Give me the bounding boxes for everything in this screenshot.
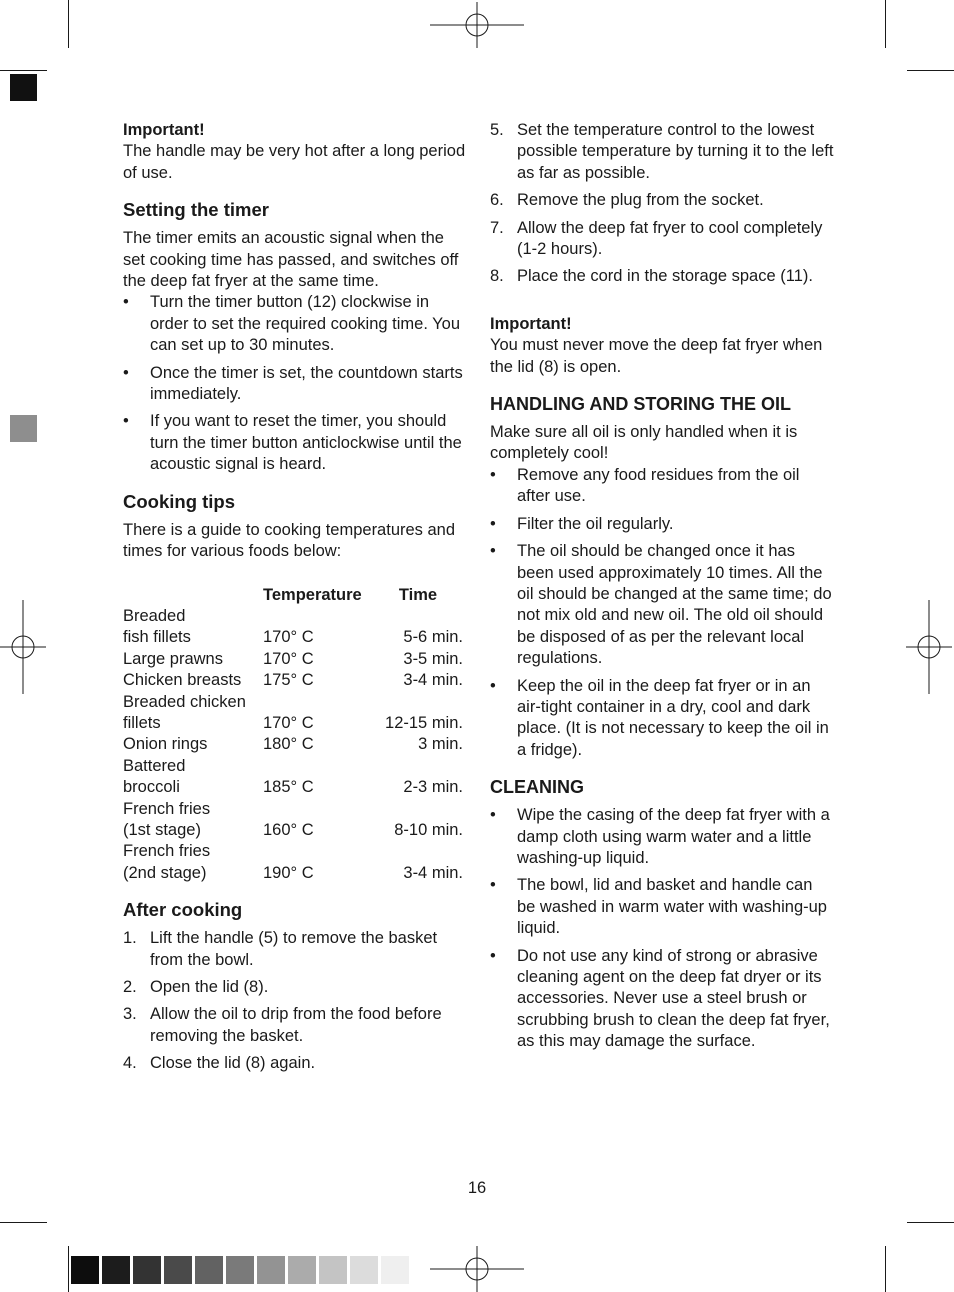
temperature-cell	[263, 841, 373, 862]
food-cell: fillets	[123, 713, 161, 732]
color-swatch	[102, 1256, 130, 1284]
food-cell: Battered	[123, 756, 186, 775]
bullet-icon: •	[123, 293, 129, 312]
list-item-text: The bowl, lid and basket and handle can be washed in warm water with washing-up liquid.	[517, 876, 827, 938]
step-text: Set the temperature control to the lowest possible temperature by turning it to the left as far as possible.	[517, 121, 834, 182]
important-text: The handle may be very hot after a long period of use.	[123, 142, 466, 182]
table-row	[123, 649, 463, 670]
color-swatch	[288, 1256, 316, 1284]
section-tab-marker	[10, 415, 37, 442]
table-row	[123, 692, 463, 713]
table-row	[123, 627, 463, 648]
section-heading-cleaning: CLEANING	[490, 777, 584, 798]
list-item-text: Remove any food residues from the oil after use.	[517, 465, 800, 506]
step-number: 2.	[123, 978, 137, 996]
crop-mark	[0, 70, 47, 71]
time-cell	[373, 799, 463, 820]
food-cell: French fries	[123, 799, 211, 818]
section-heading-oil: HANDLING AND STORING THE OIL	[490, 394, 791, 415]
table-header-temperature: Temperature	[263, 585, 362, 604]
bullet-icon: •	[490, 876, 496, 895]
list-item	[490, 266, 835, 287]
table-header-row	[123, 585, 463, 606]
food-cell: Breaded chicken	[123, 692, 246, 711]
step-number: 4.	[123, 1054, 137, 1073]
list-item	[490, 190, 835, 211]
step-text: Allow the deep fat fryer to cool completely (1-2 hours).	[517, 218, 823, 259]
step-number: 8.	[490, 267, 504, 286]
registration-mark-icon	[0, 600, 46, 694]
temperature-cell: 190° C	[263, 863, 314, 882]
step-text: Close the lid (8) again.	[150, 1054, 316, 1073]
step-number: 6.	[490, 191, 504, 210]
food-cell: French fries	[123, 842, 211, 861]
temperature-cell	[263, 799, 373, 820]
time-cell: 3-5 min.	[403, 649, 463, 668]
crop-mark	[885, 0, 886, 48]
time-cell: 5-6 min.	[403, 628, 463, 647]
important-label: Important!	[490, 314, 572, 333]
table-row	[123, 734, 463, 755]
time-cell: 3-4 min.	[403, 863, 463, 882]
oil-intro: Make sure all oil is only handled when it is completely cool!	[490, 423, 798, 463]
food-cell: (2nd stage)	[123, 863, 207, 882]
section-heading-cooking: Cooking tips	[123, 490, 236, 512]
bullet-icon: •	[123, 363, 129, 382]
color-swatch	[257, 1256, 285, 1284]
food-cell: broccoli	[123, 778, 180, 797]
oil-bullet-list	[490, 465, 835, 761]
list-item-text: Do not use any kind of strong or abrasive cleaning agent on the deep fat dryer or its accessories. Never use a steel brush or scrubbing brush to clean the deep fat fryer, as this may damage the surface.	[517, 946, 830, 1051]
food-cell: Breaded	[123, 606, 186, 625]
registration-mark-icon	[906, 600, 952, 694]
temperature-cell: 180° C	[263, 735, 314, 754]
color-swatch	[226, 1256, 254, 1284]
step-number: 7.	[490, 218, 504, 237]
list-item	[490, 875, 835, 939]
temperature-cell	[263, 606, 373, 627]
list-item-text: Once the timer is set, the countdown starts immediately.	[150, 363, 463, 404]
time-cell: 2-3 min.	[403, 778, 463, 797]
timer-bullet-list	[123, 292, 468, 475]
step-text: Open the lid (8).	[150, 978, 269, 996]
step-text: Allow the oil to drip from the food before removing the basket.	[150, 1005, 442, 1045]
step-text: Lift the handle (5) to remove the basket from the bowl.	[150, 929, 438, 969]
list-item	[123, 1004, 468, 1047]
list-item-text: Keep the oil in the deep fat fryer or in an air-tight container in a dry, cool and dark place. (It is not necessary to keep the oil in a fridge).	[517, 676, 829, 759]
timer-intro: The timer emits an acoustic signal when the set cooking time has passed, and switches off the deep fat fryer at the same time.	[123, 229, 459, 291]
bullet-icon: •	[490, 542, 496, 561]
bullet-icon: •	[123, 412, 129, 431]
temperature-cell: 170° C	[263, 649, 314, 668]
table-row	[123, 799, 463, 820]
page-number: 16	[467, 1179, 487, 1197]
color-swatch	[133, 1256, 161, 1284]
cleaning-bullet-list	[490, 805, 835, 1052]
print-color-bar	[71, 1256, 412, 1284]
after-cooking-steps-continued	[490, 120, 835, 288]
list-item	[490, 946, 835, 1053]
crop-mark	[68, 0, 69, 48]
section-heading-timer: Setting the timer	[123, 199, 269, 221]
table-row	[123, 777, 463, 798]
table-header-time: Time	[398, 585, 438, 604]
color-swatch	[319, 1256, 347, 1284]
bullet-icon: •	[490, 465, 496, 484]
registration-mark-icon	[430, 2, 524, 48]
list-item	[490, 514, 835, 535]
list-item	[490, 120, 835, 184]
bullet-icon: •	[490, 514, 496, 533]
food-cell: Onion rings	[123, 735, 208, 754]
list-item-text: The oil should be changed once it has been used approximately 10 times. All the oil should be changed at the same time; do not mix old and new oil. The old oil should be disposed of as per the relevant local regulations.	[517, 542, 832, 668]
step-text: Place the cord in the storage space (11).	[517, 267, 813, 286]
list-item-text: Turn the timer button (12) clockwise in order to set the required cooking time. You can set up to 30 minutes.	[150, 293, 461, 355]
registration-mark-icon	[430, 1246, 524, 1292]
time-cell	[373, 692, 463, 713]
temperature-cell: 185° C	[263, 778, 314, 797]
list-item-text: Filter the oil regularly.	[517, 514, 674, 533]
color-swatch	[164, 1256, 192, 1284]
list-item	[490, 465, 835, 508]
left-column	[123, 120, 468, 1081]
temperature-cell	[263, 756, 373, 777]
temperature-cell	[263, 692, 373, 713]
bullet-icon: •	[490, 946, 496, 965]
temperature-cell: 170° C	[263, 628, 314, 647]
table-row	[123, 756, 463, 777]
food-cell: Large prawns	[123, 649, 223, 668]
table-row	[123, 713, 463, 734]
temperature-cell: 175° C	[263, 671, 314, 690]
list-item-text: If you want to reset the timer, you should turn the timer button anticlockwise until the acoustic signal is heard.	[150, 412, 462, 474]
crop-mark	[0, 1222, 47, 1223]
color-swatch	[381, 1256, 409, 1284]
list-item	[490, 541, 835, 669]
bullet-icon: •	[490, 806, 496, 825]
cooking-table-body	[123, 606, 463, 884]
after-cooking-steps	[123, 928, 468, 1074]
table-row	[123, 863, 463, 884]
time-cell	[373, 606, 463, 627]
list-item	[123, 363, 468, 406]
color-swatch	[71, 1256, 99, 1284]
time-cell	[373, 756, 463, 777]
list-item	[123, 1053, 468, 1074]
time-cell	[373, 841, 463, 862]
section-heading-after-cooking: After cooking	[123, 899, 243, 921]
table-row	[123, 841, 463, 862]
temperature-cell: 160° C	[263, 820, 314, 839]
right-column	[490, 120, 835, 1059]
table-row	[123, 670, 463, 691]
list-item	[490, 676, 835, 762]
color-swatch	[195, 1256, 223, 1284]
list-item	[123, 928, 468, 971]
color-swatch	[350, 1256, 378, 1284]
food-cell: (1st stage)	[123, 820, 201, 839]
time-cell: 8-10 min.	[394, 820, 463, 839]
bullet-icon: •	[490, 676, 496, 695]
crop-mark	[68, 1246, 69, 1292]
crop-mark	[907, 1222, 954, 1223]
food-cell: fish fillets	[123, 628, 191, 647]
table-row	[123, 820, 463, 841]
crop-mark	[885, 1246, 886, 1292]
list-item	[123, 292, 468, 356]
table-row	[123, 606, 463, 627]
food-cell: Chicken breasts	[123, 671, 242, 690]
table-header-food	[123, 585, 263, 606]
cooking-table	[123, 585, 463, 885]
time-cell: 3 min.	[418, 735, 463, 754]
section-tab-marker	[10, 74, 37, 101]
temperature-cell: 170° C	[263, 713, 314, 732]
time-cell: 3-4 min.	[403, 671, 463, 690]
important-text: You must never move the deep fat fryer when the lid (8) is open.	[490, 336, 823, 376]
list-item	[123, 411, 468, 475]
crop-mark	[907, 70, 954, 71]
time-cell: 12-15 min.	[385, 713, 463, 732]
list-item	[490, 218, 835, 261]
list-item-text: Wipe the casing of the deep fat fryer with a damp cloth using warm water and a little washing-up liquid.	[517, 806, 830, 867]
step-number: 5.	[490, 121, 504, 139]
step-number: 3.	[123, 1005, 137, 1024]
list-item	[490, 805, 835, 869]
important-label: Important!	[123, 121, 205, 139]
cooking-intro: There is a guide to cooking temperatures and times for various foods below:	[123, 520, 456, 561]
step-number: 1.	[123, 929, 137, 948]
list-item	[123, 977, 468, 998]
step-text: Remove the plug from the socket.	[517, 191, 764, 210]
